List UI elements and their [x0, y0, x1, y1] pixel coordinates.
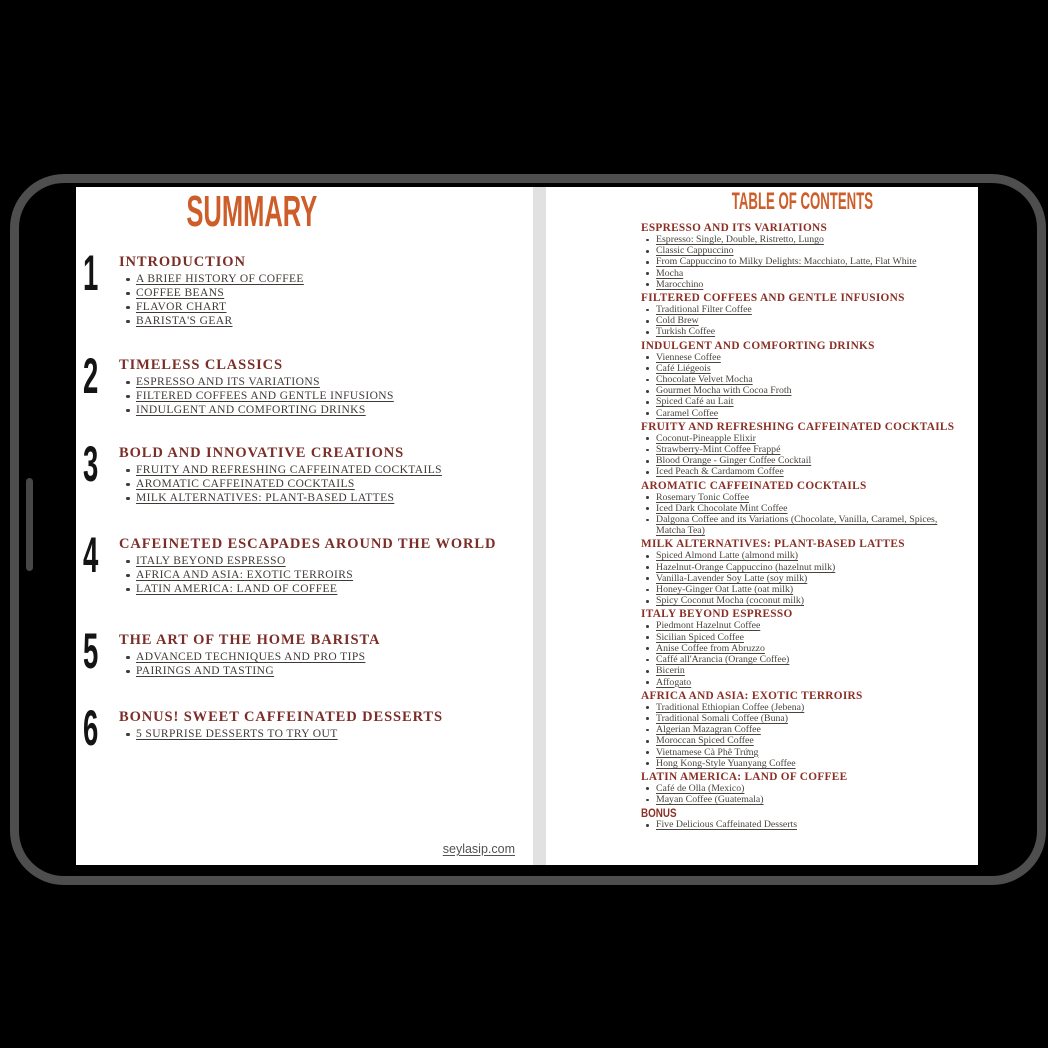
summary-link[interactable]: BARISTA'S GEAR [119, 314, 533, 328]
section-number: 1 [83, 245, 99, 301]
toc-link[interactable]: Café Liégeois [641, 363, 964, 374]
toc-link[interactable]: Piedmont Hazelnut Coffee [641, 620, 964, 631]
toc-link[interactable]: Spicy Coconut Mocha (coconut milk) [641, 595, 964, 606]
toc-link[interactable]: Spiced Café au Lait [641, 396, 964, 407]
toc-section-title: BONUS [641, 806, 677, 821]
toc-section [641, 538, 964, 606]
toc-section-title: AROMATIC CAFFEINATED COCKTAILS [641, 479, 867, 492]
toc-link[interactable]: Spiced Almond Latte (almond milk) [641, 550, 964, 561]
tablet-side-button [26, 478, 33, 571]
toc-link[interactable]: Honey-Ginger Oat Latte (oat milk) [641, 584, 964, 595]
toc-link[interactable]: Bicerin [641, 665, 964, 676]
summary-page [76, 187, 533, 865]
summary-link[interactable]: ESPRESSO AND ITS VARIATIONS [119, 375, 533, 389]
toc-link[interactable]: Anise Coffee from Abruzzo [641, 643, 964, 654]
toc-section [641, 771, 964, 805]
toc-link[interactable]: Traditional Filter Coffee [641, 304, 964, 315]
summary-link[interactable]: ADVANCED TECHNIQUES AND PRO TIPS [119, 650, 533, 664]
section-title: TIMELESS CLASSICS [119, 357, 283, 373]
section-title: THE ART OF THE HOME BARISTA [119, 632, 381, 648]
toc-section-title: AFRICA AND ASIA: EXOTIC TERROIRS [641, 689, 863, 702]
toc-link-list [641, 819, 964, 830]
toc-section [641, 222, 964, 290]
summary-link[interactable]: A BRIEF HISTORY OF COFFEE [119, 272, 533, 286]
summary-link[interactable]: AFRICA AND ASIA: EXOTIC TERROIRS [119, 568, 533, 582]
toc-link[interactable]: Coconut-Pineapple Elixir [641, 433, 964, 444]
toc-link[interactable]: Marocchino [641, 279, 964, 290]
toc-link[interactable]: Cold Brew [641, 315, 964, 326]
toc-link[interactable]: Chocolate Velvet Mocha [641, 374, 964, 385]
toc-link[interactable]: Hong Kong-Style Yuanyang Coffee [641, 758, 964, 769]
toc-link-list [641, 550, 964, 606]
page-divider [533, 187, 546, 865]
section-link-list [119, 554, 533, 596]
toc-link[interactable]: Traditional Ethiopian Coffee (Jebena) [641, 702, 964, 713]
toc-link[interactable]: Strawberry-Mint Coffee Frappé [641, 444, 964, 455]
summary-link[interactable]: ITALY BEYOND ESPRESSO [119, 554, 533, 568]
toc-link-list [641, 433, 964, 478]
summary-section [83, 700, 533, 756]
toc-link[interactable]: Caramel Coffee [641, 408, 964, 419]
toc-link-list [641, 620, 964, 687]
section-number: 4 [83, 527, 99, 583]
section-link-list [119, 272, 533, 328]
summary-link[interactable]: MILK ALTERNATIVES: PLANT-BASED LATTES [119, 491, 533, 505]
toc-link[interactable]: Classic Cappuccino [641, 245, 964, 256]
toc-page [546, 187, 978, 865]
summary-sections [76, 187, 533, 756]
toc-link[interactable]: Traditional Somali Coffee (Buna) [641, 713, 964, 724]
toc-section [641, 340, 964, 419]
toc-link[interactable]: Affogato [641, 677, 964, 688]
toc-sections [641, 222, 964, 831]
footer-link[interactable]: seylasip.com [442, 842, 515, 856]
summary-link[interactable]: FLAVOR CHART [119, 300, 533, 314]
toc-link[interactable]: Café de Olla (Mexico) [641, 783, 964, 794]
document-spread [76, 187, 978, 865]
toc-link[interactable]: Sicilian Spiced Coffee [641, 632, 964, 643]
summary-title: SUMMARY [186, 187, 318, 236]
toc-link[interactable]: Iced Peach & Cardamom Coffee [641, 466, 964, 477]
toc-section [641, 480, 964, 537]
toc-link-list [641, 304, 964, 338]
toc-link[interactable]: Algerian Mazagran Coffee [641, 724, 964, 735]
toc-link-list [641, 234, 964, 290]
toc-link[interactable]: Moroccan Spiced Coffee [641, 735, 964, 746]
toc-link[interactable]: Gourmet Mocha with Cocoa Froth [641, 385, 964, 396]
toc-link[interactable]: Blood Orange - Ginger Coffee Cocktail [641, 455, 964, 466]
summary-link[interactable]: COFFEE BEANS [119, 286, 533, 300]
toc-link[interactable]: Viennese Coffee [641, 352, 964, 363]
toc-section [641, 421, 964, 478]
section-link-list [119, 375, 533, 417]
section-title: BOLD AND INNOVATIVE CREATIONS [119, 445, 405, 461]
toc-section-title: INDULGENT AND COMFORTING DRINKS [641, 339, 875, 352]
summary-link[interactable]: LATIN AMERICA: LAND OF COFFEE [119, 582, 533, 596]
section-number: 2 [83, 348, 99, 404]
toc-link[interactable]: Iced Dark Chocolate Mint Coffee [641, 503, 964, 514]
toc-section-title: ITALY BEYOND ESPRESSO [641, 608, 793, 621]
toc-link[interactable]: Mocha [641, 268, 964, 279]
summary-link[interactable]: PAIRINGS AND TASTING [119, 664, 533, 678]
toc-link[interactable]: Dalgona Coffee and its Variations (Chocolate, Vanilla, Caramel, Spices, Matcha Tea) [641, 514, 964, 536]
toc-link[interactable]: From Cappuccino to Milky Delights: Macchiato, Latte, Flat White [641, 256, 964, 267]
section-title: CAFEINETED ESCAPADES AROUND THE WORLD [119, 536, 497, 552]
section-link-list [119, 463, 533, 505]
toc-section-title: MILK ALTERNATIVES: PLANT-BASED LATTES [641, 538, 905, 551]
toc-section-title: LATIN AMERICA: LAND OF COFFEE [641, 770, 848, 783]
toc-link[interactable]: Vanilla-Lavender Soy Latte (soy milk) [641, 573, 964, 584]
toc-link[interactable]: Rosemary Tonic Coffee [641, 492, 964, 503]
toc-link-list [641, 352, 964, 419]
toc-section-title: FRUITY AND REFRESHING CAFFEINATED COCKTAILS [641, 420, 955, 433]
section-number: 3 [83, 436, 99, 492]
section-title: BONUS! SWEET CAFFEINATED DESSERTS [119, 709, 443, 725]
toc-section-title: FILTERED COFFEES AND GENTLE INFUSIONS [641, 292, 905, 305]
summary-link[interactable]: 5 SURPRISE DESSERTS TO TRY OUT [119, 727, 533, 741]
summary-section [83, 436, 533, 505]
toc-section-title: ESPRESSO AND ITS VARIATIONS [641, 222, 828, 234]
toc-link[interactable]: Five Delicious Caffeinated Desserts [641, 819, 964, 830]
section-number: 6 [83, 700, 99, 756]
toc-link[interactable]: Mayan Coffee (Guatemala) [641, 794, 964, 805]
toc-link-list [641, 783, 964, 805]
toc-link[interactable]: Espresso: Single, Double, Ristretto, Lungo [641, 234, 964, 245]
section-link-list [119, 650, 533, 678]
summary-section [83, 623, 533, 679]
summary-link[interactable]: FRUITY AND REFRESHING CAFFEINATED COCKTAILS [119, 463, 533, 477]
section-link-list [119, 727, 533, 741]
section-title: INTRODUCTION [119, 254, 246, 270]
summary-section [83, 348, 533, 417]
toc-title: TABLE OF CONTENTS [731, 188, 874, 215]
summary-section [83, 187, 533, 328]
toc-link-list [641, 492, 964, 537]
toc-section [641, 292, 964, 338]
summary-section [83, 527, 533, 596]
toc-link[interactable]: Turkish Coffee [641, 326, 964, 337]
toc-section [641, 608, 964, 687]
section-number: 5 [83, 623, 99, 679]
summary-link[interactable]: INDULGENT AND COMFORTING DRINKS [119, 403, 533, 417]
toc-section [641, 807, 964, 830]
toc-link[interactable]: Caffé all'Arancia (Orange Coffee) [641, 654, 964, 665]
toc-link[interactable]: Hazelnut-Orange Cappuccino (hazelnut milk) [641, 562, 964, 573]
summary-link[interactable]: FILTERED COFFEES AND GENTLE INFUSIONS [119, 389, 533, 403]
toc-link[interactable]: Vietnamese Cà Phê Trứng [641, 747, 964, 758]
toc-section [641, 690, 964, 769]
toc-link-list [641, 702, 964, 769]
summary-link[interactable]: AROMATIC CAFFEINATED COCKTAILS [119, 477, 533, 491]
